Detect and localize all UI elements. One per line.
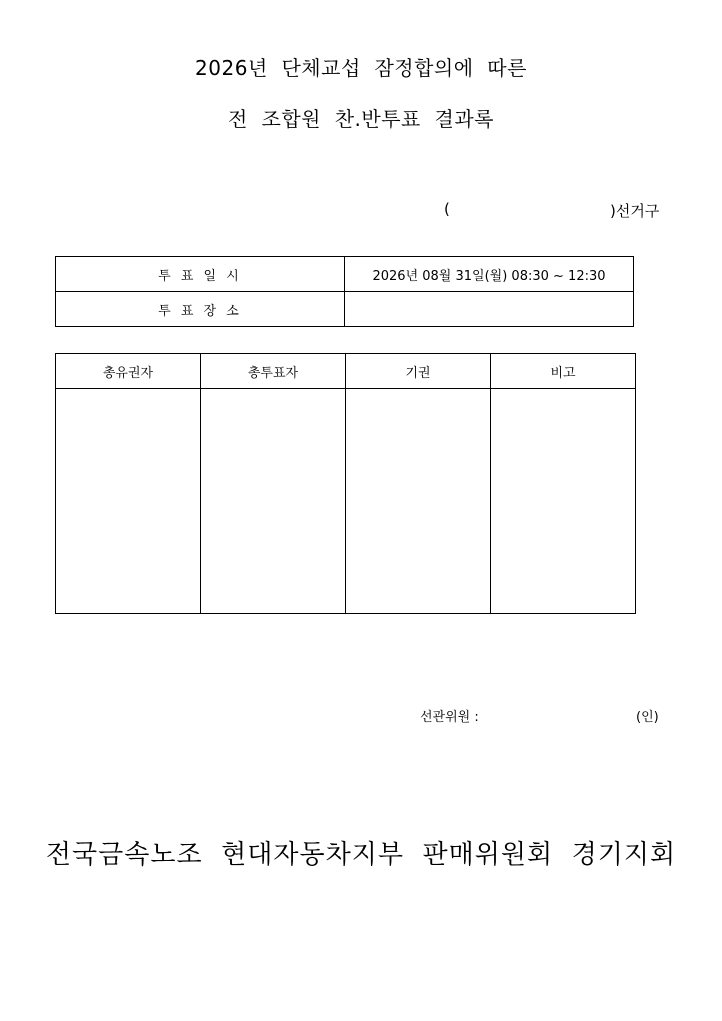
cell-total-votes-cast [201,389,346,614]
signature-seal: (인) [636,710,659,725]
vote-location-label: 투 표 장 소 [56,292,345,327]
cell-remarks [491,389,636,614]
table-header-row [56,354,636,389]
organization-name: 전국금속노조 현대자동차지부 판매위원회 경기지회 [45,840,677,870]
document-title-line-1: 2026년 단체교섭 잠정합의에 따른 [195,56,527,80]
table-row [56,292,634,327]
vote-datetime-value: 2026년 08월 31일(월) 08:30 ~ 12:30 [345,257,634,292]
district-field [444,200,674,222]
election-committee-signature [420,706,680,726]
signature-label: 선관위원 : [420,710,479,725]
table-row [56,389,636,614]
cell-abstentions [346,389,491,614]
district-open-paren: ( [444,200,450,218]
header-remarks: 비고 [491,354,636,389]
vote-location-value [345,292,634,327]
cell-total-voters [56,389,201,614]
district-label: )선거구 [610,202,660,220]
header-abstentions: 기권 [346,354,491,389]
vote-info-table [55,256,634,327]
vote-datetime-label: 투 표 일 시 [56,257,345,292]
vote-result-table [55,353,636,614]
table-row [56,257,634,292]
header-total-votes-cast: 총투표자 [201,354,346,389]
document-title-line-2: 전 조합원 찬.반투표 결과록 [227,107,495,131]
header-total-voters: 총유권자 [56,354,201,389]
